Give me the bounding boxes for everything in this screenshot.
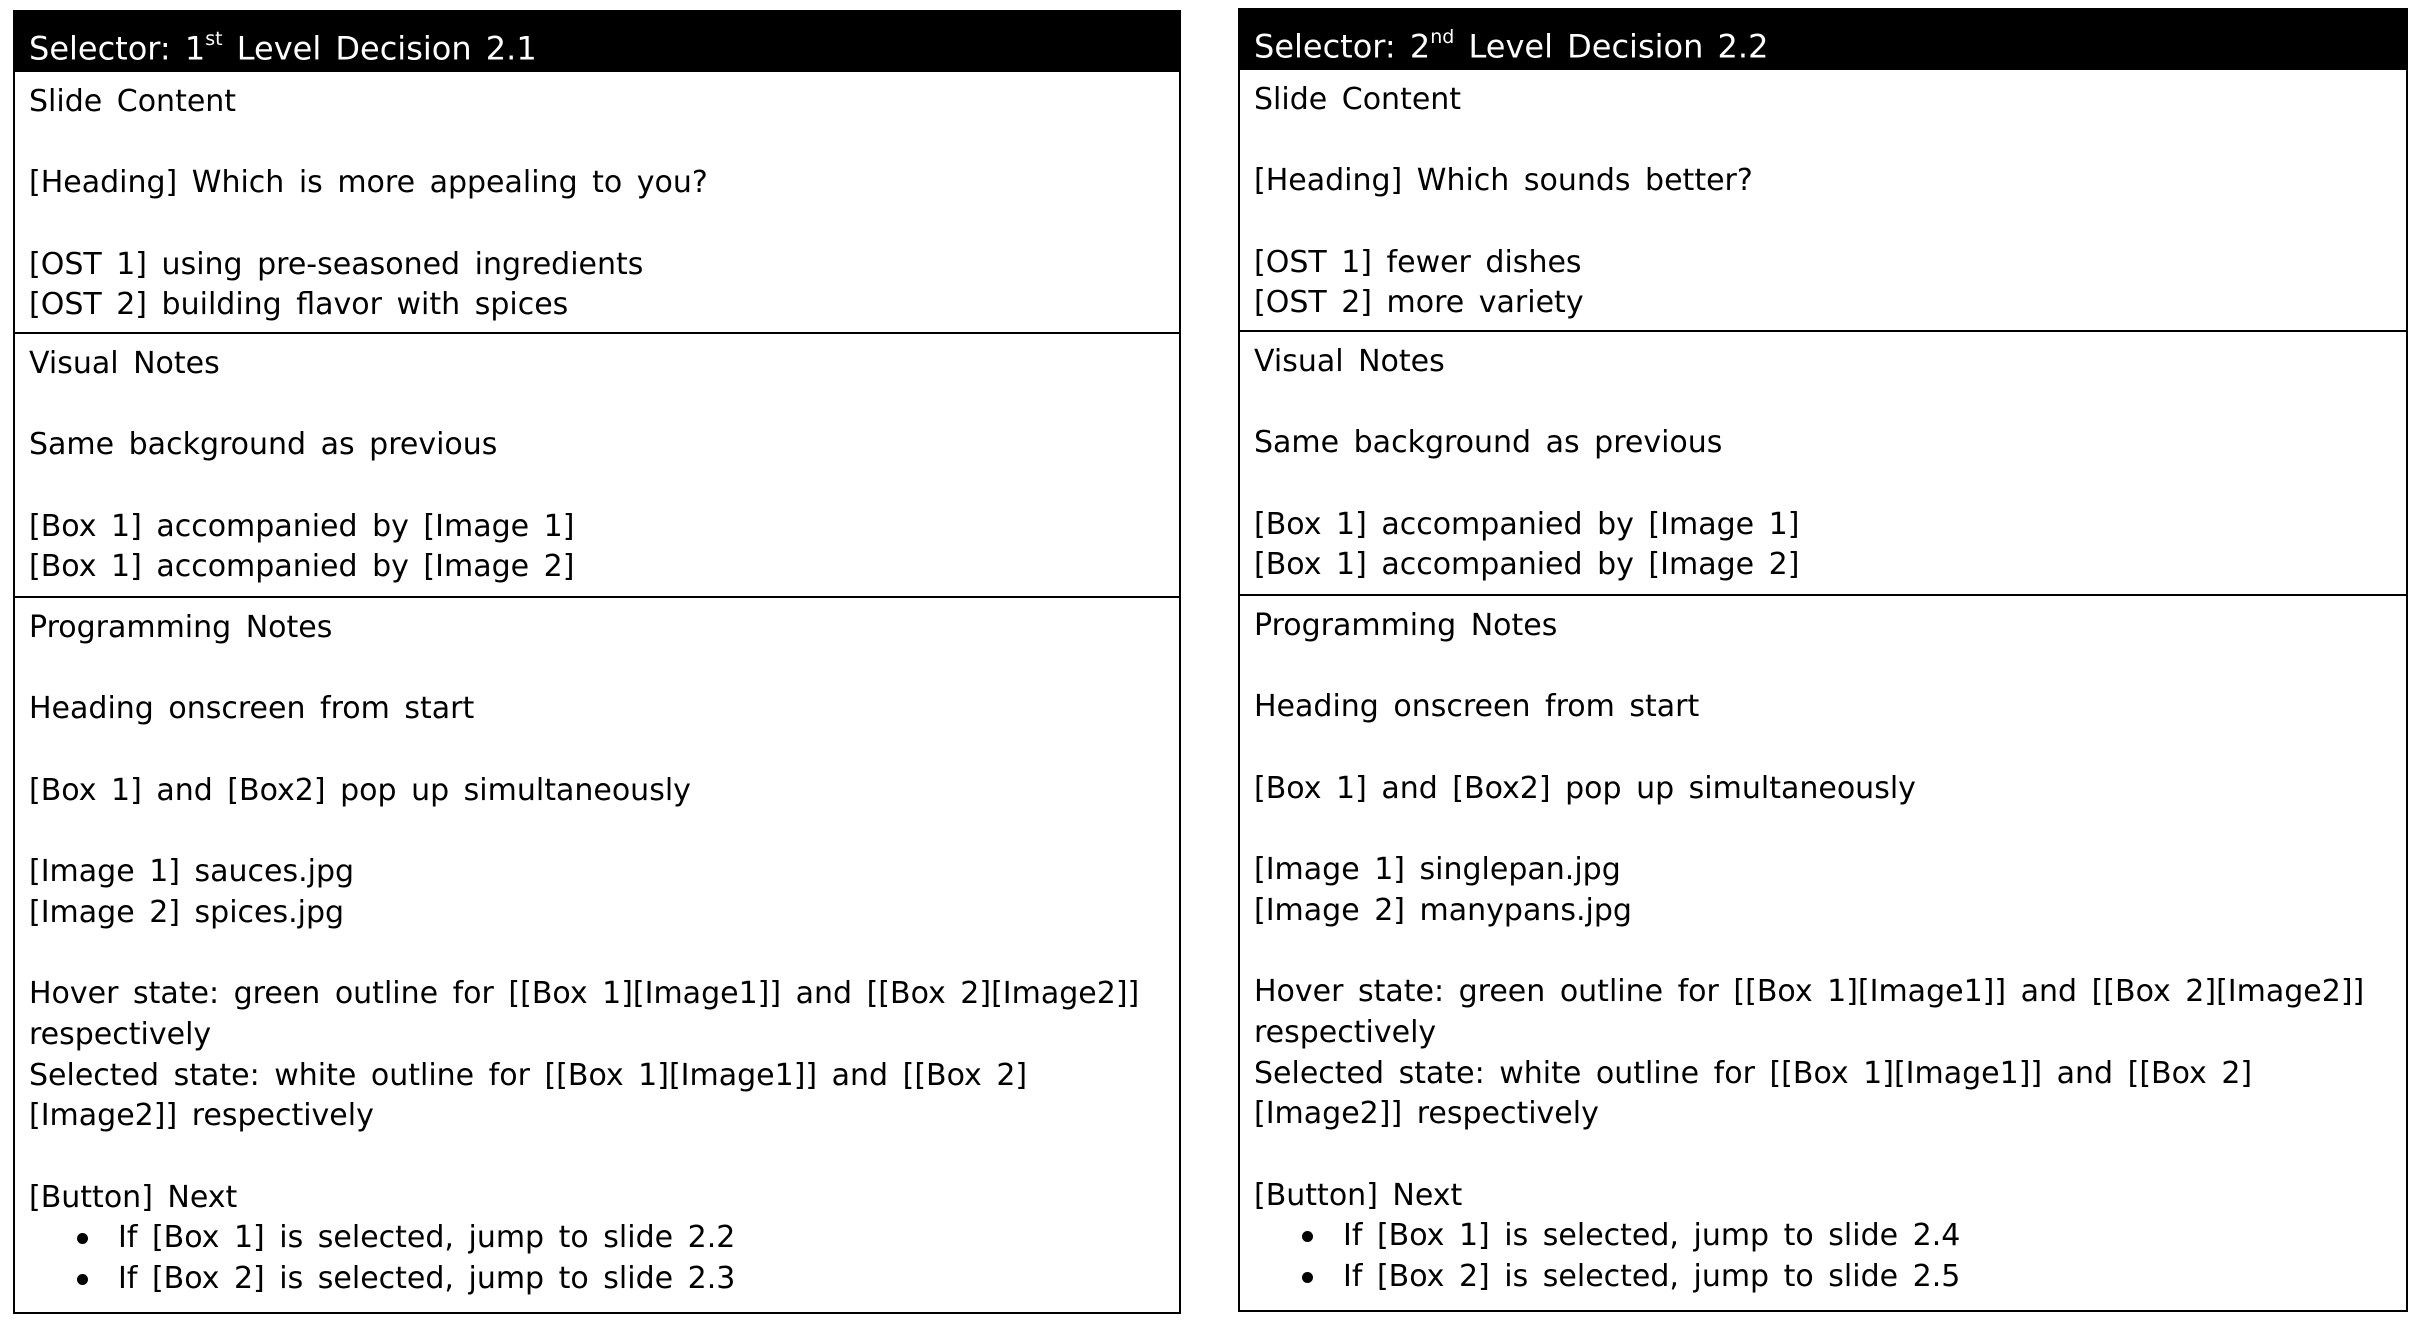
header-prefix: Selector: 1 <box>29 29 206 68</box>
ost-2-text: [OST 2] building flavor with spices <box>29 287 569 323</box>
bullet-icon <box>1302 1272 1313 1283</box>
box-2-note: [Box 1] accompanied by [Image 2] <box>1254 547 1800 583</box>
card-header <box>1240 10 2406 68</box>
hover-state-note: Hover state: green outline for [[Box 1][Image1]] and [[Box 2][Image2]] respectively <box>29 976 1154 1052</box>
storyboard-card-2-2 <box>1238 8 2408 1312</box>
header-ordinal-suffix: st <box>205 28 223 50</box>
heading-onscreen-note: Heading onscreen from start <box>29 691 475 727</box>
popup-note: [Box 1] and [Box2] pop up simultaneously <box>1254 770 1916 806</box>
image-1-file: [Image 1] sauces.jpg <box>29 854 355 890</box>
ost-1-text: [OST 1] using pre-seasoned ingredients <box>29 246 644 282</box>
selected-state-note: Selected state: white outline for [[Box 1][Image1]] and [[Box 2][Image2]] respectively <box>1254 1055 2253 1132</box>
bullet-icon <box>77 1274 88 1285</box>
image-2-file: [Image 2] manypans.jpg <box>1254 892 1632 928</box>
programming-notes-section <box>15 596 1179 1312</box>
box-2-note: [Box 1] accompanied by [Image 2] <box>29 549 575 585</box>
box-1-note: [Box 1] accompanied by [Image 1] <box>1254 506 1800 542</box>
selected-state-note: Selected state: white outline for [[Box 1][Image1]] and [[Box 2][Image2]] respectively <box>29 1057 1028 1134</box>
list-item <box>29 1218 1167 1259</box>
image-1-file: [Image 1] singlepan.jpg <box>1254 852 1621 888</box>
slide-content-section <box>1240 68 2406 330</box>
section-title: Visual Notes <box>1254 344 1445 379</box>
slide-content-section <box>15 70 1179 332</box>
programming-notes-section <box>1240 594 2406 1310</box>
jump-rule-text: If [Box 2] is selected, jump to slide 2.3 <box>118 1261 736 1297</box>
jump-rule-text: If [Box 1] is selected, jump to slide 2.4 <box>1343 1218 1961 1254</box>
ost-2-text: [OST 2] more variety <box>1254 285 1584 321</box>
list-item <box>1254 1216 2394 1257</box>
heading-text: [Heading] Which is more appealing to you? <box>29 165 708 201</box>
header-prefix: Selector: 2 <box>1254 27 1431 66</box>
button-note: [Button] Next <box>29 1179 238 1215</box>
card-header <box>15 12 1179 70</box>
header-ordinal-suffix: nd <box>1430 26 1455 48</box>
heading-text: [Heading] Which sounds better? <box>1254 163 1753 199</box>
jump-rule-text: If [Box 2] is selected, jump to slide 2.5 <box>1343 1259 1961 1295</box>
section-title: Slide Content <box>29 84 237 119</box>
section-title: Programming Notes <box>1254 608 1558 643</box>
background-note: Same background as previous <box>1254 425 1723 461</box>
jump-rules-list <box>1254 1216 2394 1297</box>
image-2-file: [Image 2] spices.jpg <box>29 894 345 930</box>
visual-notes-section <box>15 332 1179 596</box>
jump-rule-text: If [Box 1] is selected, jump to slide 2.2 <box>118 1220 736 1256</box>
background-note: Same background as previous <box>29 427 498 463</box>
section-title: Slide Content <box>1254 82 1462 117</box>
jump-rules-list <box>29 1218 1167 1299</box>
popup-note: [Box 1] and [Box2] pop up simultaneously <box>29 772 691 808</box>
list-item <box>1254 1257 2394 1298</box>
section-title: Visual Notes <box>29 346 220 381</box>
bullet-icon <box>77 1233 88 1244</box>
ost-1-text: [OST 1] fewer dishes <box>1254 244 1582 280</box>
storyboard-card-2-1 <box>13 10 1181 1314</box>
header-rest: Level Decision 2.1 <box>222 29 537 68</box>
list-item <box>29 1259 1167 1300</box>
heading-onscreen-note: Heading onscreen from start <box>1254 689 1700 725</box>
section-title: Programming Notes <box>29 610 333 645</box>
button-note: [Button] Next <box>1254 1177 1463 1213</box>
box-1-note: [Box 1] accompanied by [Image 1] <box>29 508 575 544</box>
hover-state-note: Hover state: green outline for [[Box 1][Image1]] and [[Box 2][Image2]] respectively <box>1254 974 2379 1050</box>
bullet-icon <box>1302 1231 1313 1242</box>
visual-notes-section <box>1240 330 2406 594</box>
header-rest: Level Decision 2.2 <box>1454 27 1769 66</box>
